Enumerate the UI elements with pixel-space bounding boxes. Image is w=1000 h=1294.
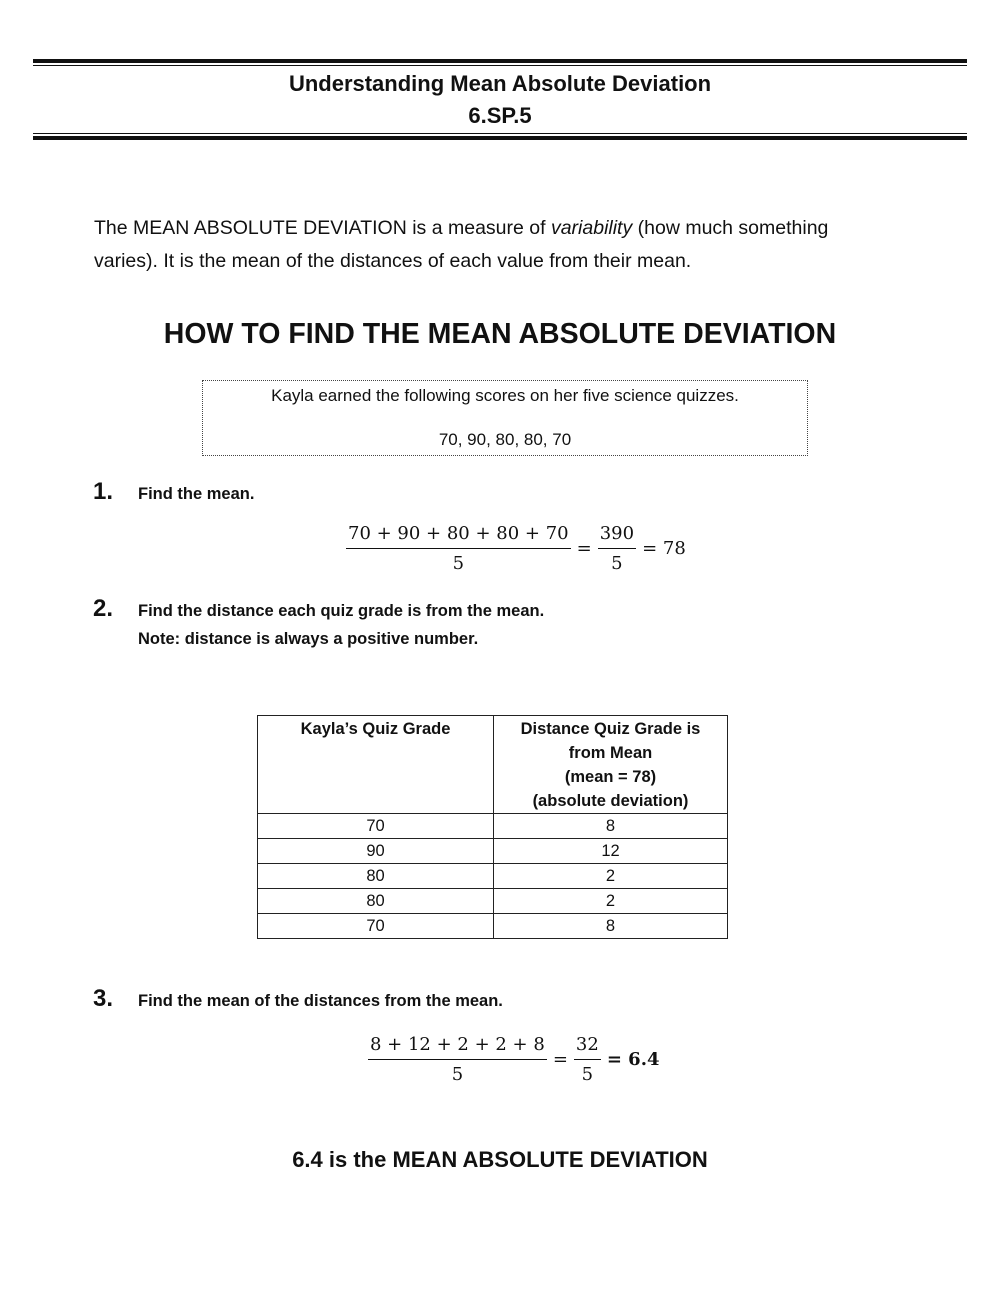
intro-paragraph <box>94 212 894 278</box>
grade-cell: 80 <box>258 864 494 889</box>
intro-text-1: The MEAN ABSOLUTE DEVIATION is a measure of <box>94 217 551 239</box>
table-row <box>258 889 728 914</box>
distances-sum-numerator: 32 <box>574 1034 601 1060</box>
sum-denominator: 5 <box>611 553 623 574</box>
table-header-row <box>258 716 728 814</box>
example-scores: 70, 90, 80, 80, 70 <box>438 430 572 449</box>
step-2-number: 2. <box>93 595 114 622</box>
mean-fraction <box>346 523 571 574</box>
grade-cell: 70 <box>258 814 494 839</box>
step-3-text: Find the mean of the distances from the mean. <box>138 992 503 1010</box>
header-bottom-rule-thin <box>33 133 967 134</box>
grade-cell: 70 <box>258 914 494 939</box>
distance-cell: 12 <box>494 839 728 864</box>
sum-numerator: 390 <box>598 523 636 549</box>
table-row <box>258 839 728 864</box>
header-line: (absolute deviation) <box>532 792 689 810</box>
distances-fraction <box>368 1034 547 1085</box>
equals-sign: = <box>576 538 592 559</box>
distances-sum-fraction <box>574 1034 601 1085</box>
sum-fraction <box>598 523 636 574</box>
distance-cell: 8 <box>494 914 728 939</box>
intro-italic-word: variability <box>550 217 633 239</box>
header-top-rule-thin <box>33 65 967 66</box>
table-row <box>258 914 728 939</box>
standard-code: 6.SP.5 <box>468 103 532 128</box>
header-line: Distance Quiz Grade is <box>520 720 701 738</box>
worksheet-title: Understanding Mean Absolute Deviation <box>288 71 712 96</box>
mad-result: = 6.4 <box>606 1049 660 1070</box>
header-bottom-rule-thick <box>33 136 967 140</box>
distances-sum-denominator: 5 <box>581 1064 594 1085</box>
header-line: (mean = 78) <box>564 768 657 786</box>
conclusion: 6.4 is the MEAN ABSOLUTE DEVIATION <box>292 1147 708 1172</box>
distance-cell: 2 <box>494 889 728 914</box>
section-heading: HOW TO FIND THE MEAN ABSOLUTE DEVIATION <box>163 318 837 350</box>
distances-denominator: 5 <box>451 1064 464 1085</box>
distance-cell: 8 <box>494 814 728 839</box>
step-1-equation <box>346 523 692 574</box>
intro-text-2: (how much something varies). It is the mean of the distances of each value from their mean. <box>94 217 829 272</box>
mean-denominator: 5 <box>452 553 465 574</box>
equals-sign: = <box>552 1049 568 1070</box>
grade-cell: 90 <box>258 839 494 864</box>
table-row <box>258 814 728 839</box>
step-2-text: Find the distance each quiz grade is from the mean. <box>138 602 545 620</box>
mean-result: = 78 <box>642 538 686 559</box>
mean-numerator: 70 + 90 + 80 + 80 + 70 <box>346 523 571 549</box>
example-description: Kayla earned the following scores on her five science quizzes. <box>271 386 739 405</box>
distance-cell: 2 <box>494 864 728 889</box>
example-box <box>202 380 808 456</box>
step-3-equation <box>368 1034 666 1085</box>
step-1-text: Find the mean. <box>138 485 255 503</box>
header-line: from Mean <box>568 744 653 762</box>
column-header-grade: Kayla’s Quiz Grade <box>258 716 494 814</box>
grade-cell: 80 <box>258 889 494 914</box>
header-top-rule-thick <box>33 59 967 63</box>
step-2-note: Note: distance is always a positive number. <box>138 630 479 648</box>
table-row <box>258 864 728 889</box>
column-header-distance <box>494 716 728 814</box>
quiz-grade-table <box>257 715 728 939</box>
step-1-number: 1. <box>93 478 114 505</box>
step-3-number: 3. <box>93 985 114 1012</box>
distances-numerator: 8 + 12 + 2 + 2 + 8 <box>368 1034 547 1060</box>
